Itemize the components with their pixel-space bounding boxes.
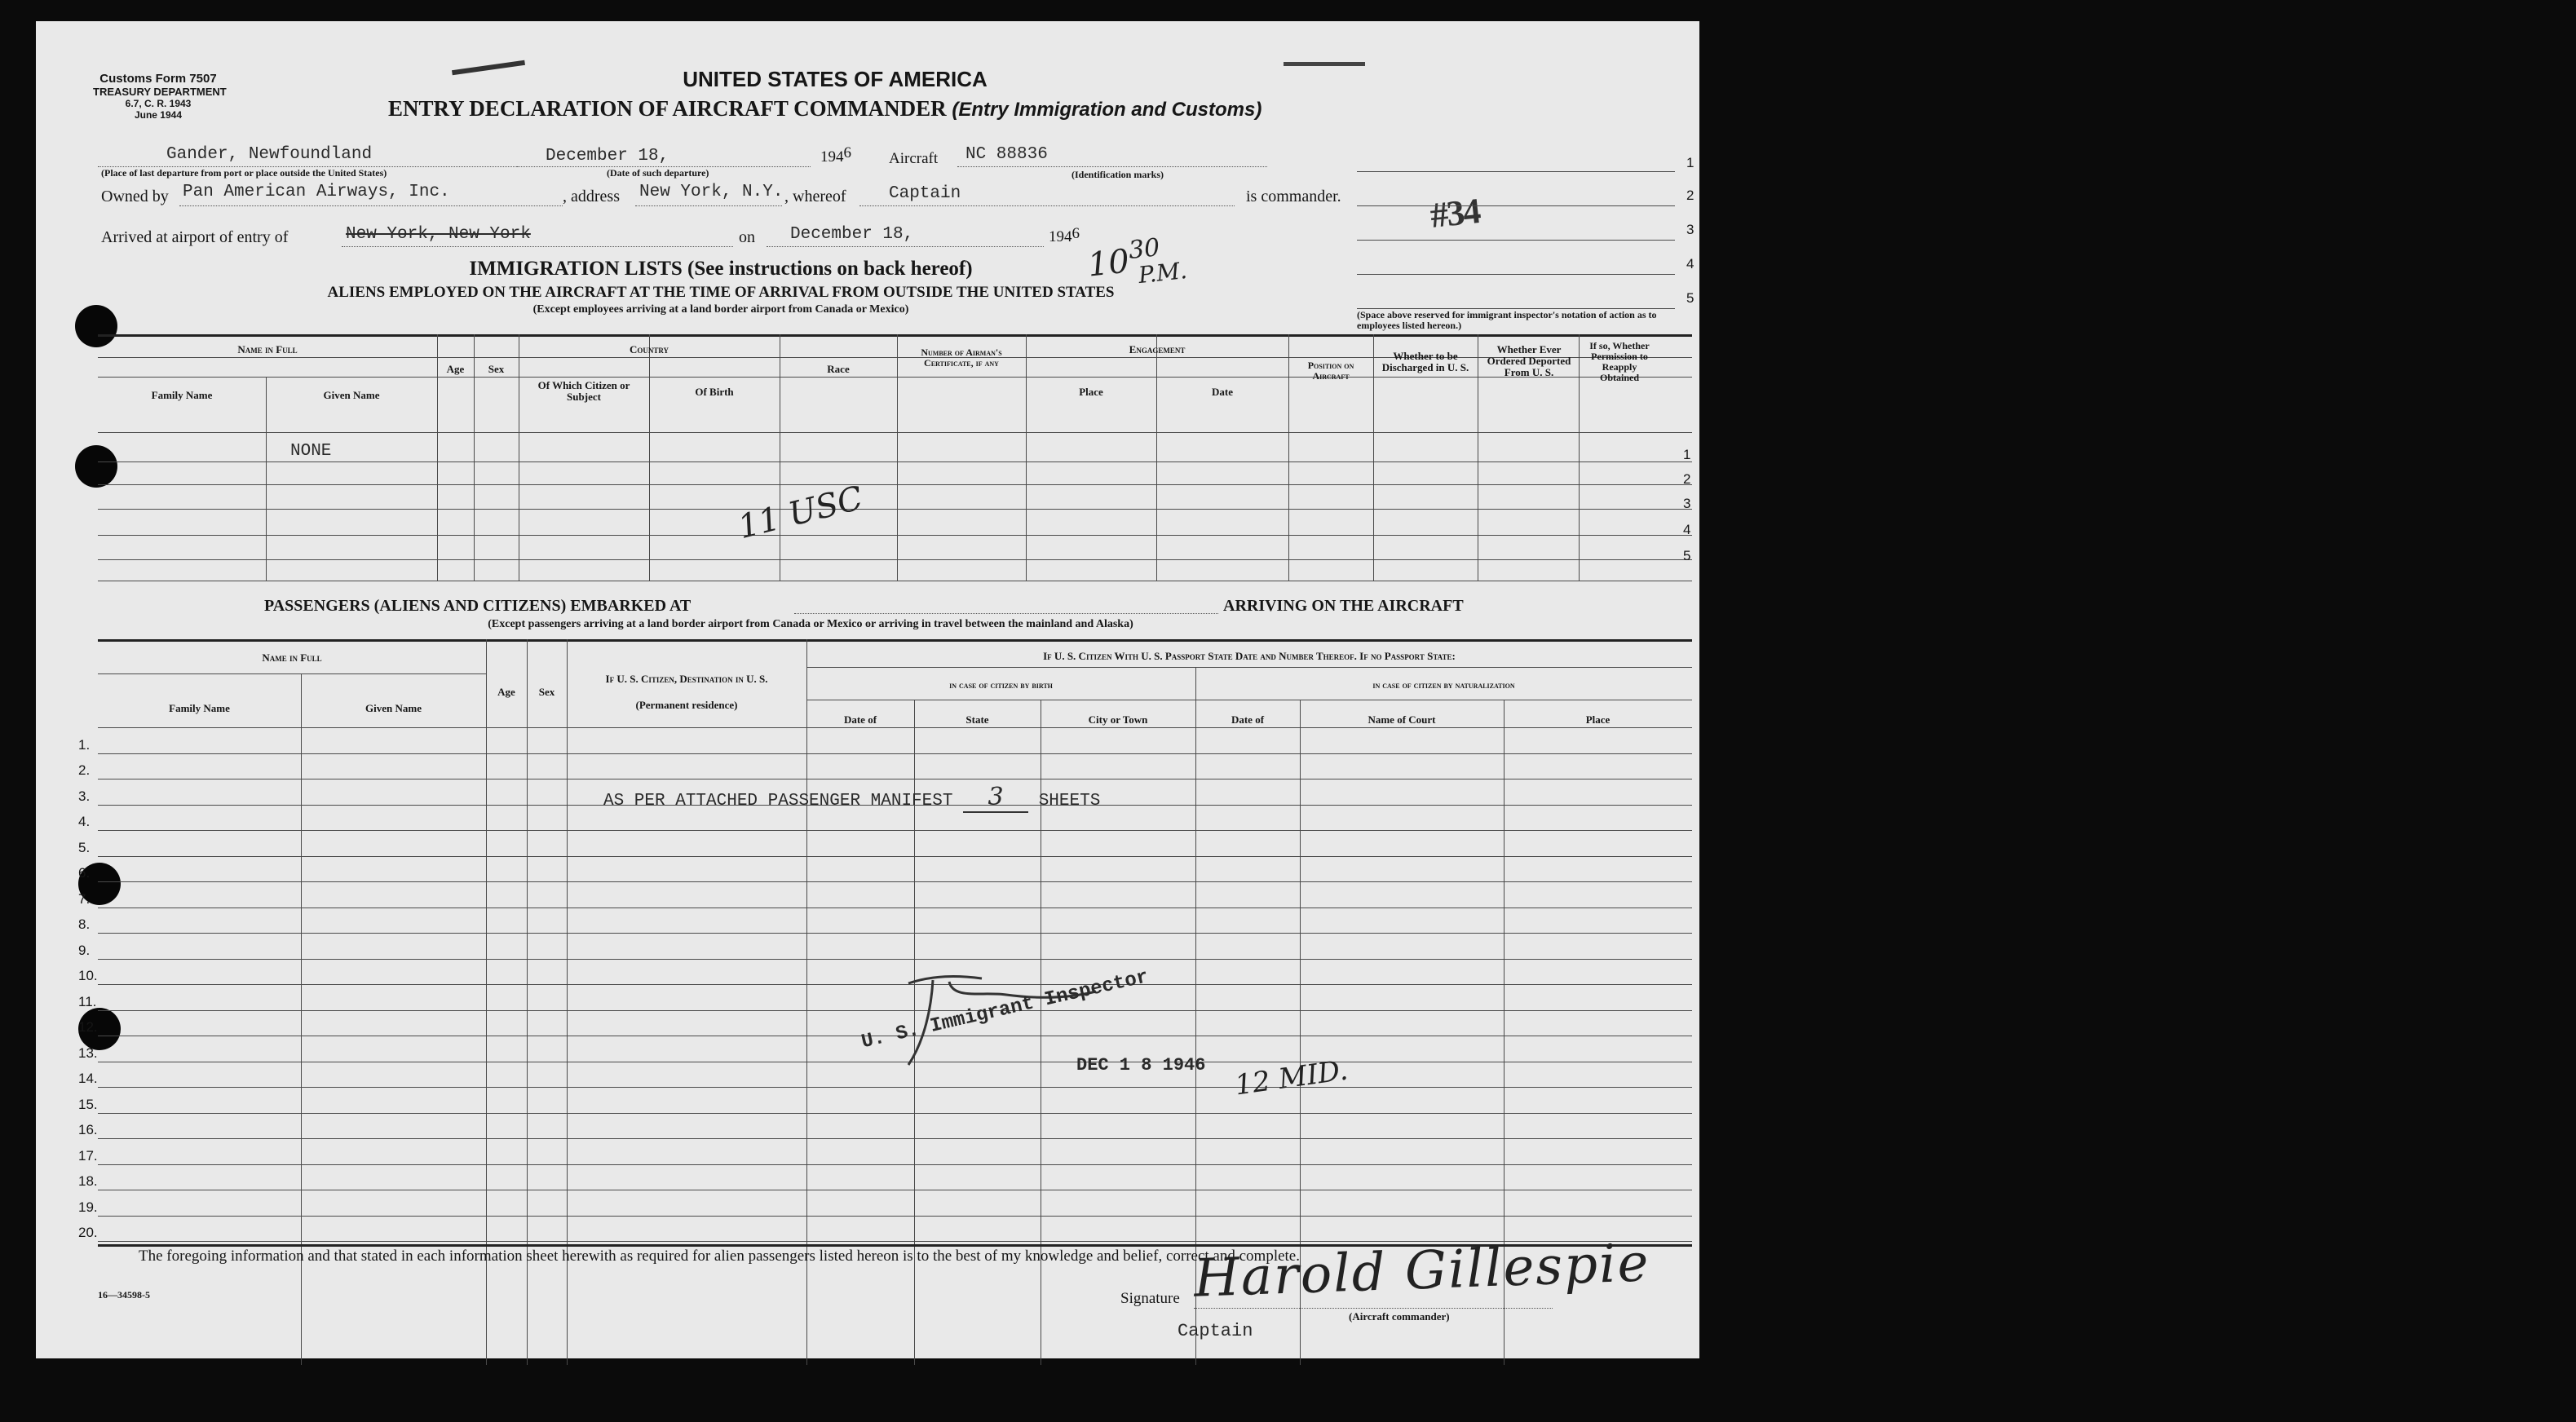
header-airman-cert: Number of Airman's Certificate, if any xyxy=(921,347,1002,369)
pass-header-age: Age xyxy=(497,686,515,698)
arrival-time xyxy=(1086,242,1131,284)
passenger-row-line xyxy=(98,1216,1692,1217)
passenger-row-line xyxy=(98,856,1692,857)
aliens-row-1: 1 xyxy=(1683,447,1691,462)
header-discharged: Whether to be Discharged in U. S. xyxy=(1381,350,1469,373)
passenger-row-number: 7. xyxy=(78,890,91,907)
departure-caption: (Place of last departure from port or place outside the United States) xyxy=(101,167,387,179)
on-label: on xyxy=(739,228,755,246)
passenger-row-line xyxy=(98,1087,1692,1088)
passenger-row-number: 11. xyxy=(78,993,97,1009)
passengers-note: (Except passengers arriving at a land border airport from Canada or Mexico or arriving in travel between the mainland and Alaska) xyxy=(488,618,1133,630)
arrived-label: Arrived at airport of entry of xyxy=(101,228,289,246)
passenger-row-number: 8. xyxy=(78,916,91,932)
footer-statement: The foregoing information and that stated in each information sheet herewith as required for alien passengers listed hereon is to the best of my knowledge and belief, correct and complete. xyxy=(139,1248,1300,1265)
passenger-row-number: 4. xyxy=(78,814,91,829)
reserved-line-2: 2 xyxy=(1686,188,1695,203)
pass-header-date-of: Date of xyxy=(843,713,877,726)
regulation: 6.7, C. R. 1943 xyxy=(125,98,192,109)
pass-header-passport: If U. S. Citizen With U. S. Passport State Date and Number Thereof. If no Passport State: xyxy=(1043,650,1456,662)
pass-header-sex: Sex xyxy=(538,686,555,698)
header-position: Position on Aircraft xyxy=(1307,360,1354,382)
signature: Harold Gillespie xyxy=(1192,1233,1651,1309)
departure-year-prefix: 194 xyxy=(820,148,844,166)
passenger-row-number: 19. xyxy=(78,1199,98,1215)
passenger-row-number: 2. xyxy=(78,762,91,778)
header-of-birth: Of Birth xyxy=(695,386,734,398)
staple xyxy=(1284,62,1365,66)
form-number: Customs Form 7507 xyxy=(99,72,217,86)
pass-header-given-name: Given Name xyxy=(365,702,422,714)
reserved-caption: (Space above reserved for immigrant inspector's notation of action as to employees listed hereon.) xyxy=(1357,309,1657,331)
arrival-date: December 18, xyxy=(790,225,914,244)
form-info xyxy=(93,72,227,121)
stamp-date: DEC 1 8 1946 xyxy=(1076,1055,1206,1075)
header-country: Country xyxy=(629,343,669,356)
immigration-note: (Except employees arriving at a land border airport from Canada or Mexico) xyxy=(532,303,909,316)
print-code: 16—34598-5 xyxy=(98,1289,150,1301)
footer-title: Captain xyxy=(1178,1321,1253,1341)
passenger-row-line xyxy=(98,1164,1692,1165)
passenger-row-number: 15. xyxy=(78,1096,98,1112)
reserved-line-5: 5 xyxy=(1686,290,1695,306)
manifest-note xyxy=(603,783,1100,813)
form-date: June 1944 xyxy=(134,109,183,121)
pass-header-destination-sub: (Permanent residence) xyxy=(635,699,738,711)
punch-hole xyxy=(75,305,117,347)
passenger-row-number: 1. xyxy=(78,736,91,753)
pass-header-court: Name of Court xyxy=(1368,713,1436,726)
staple xyxy=(452,60,525,75)
main-title-text: ENTRY DECLARATION OF AIRCRAFT COMMANDER xyxy=(388,96,947,121)
aliens-row-4: 4 xyxy=(1683,522,1691,537)
passenger-row-number: 20. xyxy=(78,1225,98,1240)
header-age: Age xyxy=(446,363,465,375)
passenger-row-number: 9. xyxy=(78,942,91,958)
pass-header-state: State xyxy=(965,713,989,726)
manifest-count: 3 xyxy=(963,783,1028,813)
passenger-row-line xyxy=(98,959,1692,960)
stamp-number: #34 xyxy=(1428,190,1482,236)
punch-hole xyxy=(75,445,117,488)
departure-year-suffix: 6 xyxy=(843,144,851,161)
ident-caption: (Identification marks) xyxy=(1071,169,1164,180)
passenger-row-line xyxy=(98,933,1692,934)
arrival-hour: 10 xyxy=(1085,242,1132,285)
passenger-row-number: 14. xyxy=(78,1071,98,1086)
main-title-sub: (Entry Immigration and Customs) xyxy=(952,99,1262,121)
header-sex: Sex xyxy=(488,363,505,375)
arrival-year-suffix: 6 xyxy=(1071,225,1080,242)
header-deported: Whether Ever Ordered Deported From U. S. xyxy=(1487,343,1571,378)
pass-header-name-in-full: Name in Full xyxy=(262,651,322,664)
passenger-row-number: 13. xyxy=(78,1044,98,1061)
arrival-year xyxy=(1049,225,1080,246)
owner-address: New York, N.Y. xyxy=(639,183,784,201)
aliens-row-3: 3 xyxy=(1683,496,1691,511)
is-commander-label: is commander. xyxy=(1246,188,1341,205)
passenger-row-number: 18. xyxy=(78,1173,98,1189)
pass-header-city: City or Town xyxy=(1088,713,1148,726)
arrival-pm: P.M. xyxy=(1137,256,1189,289)
immigration-subtitle: ALIENS EMPLOYED ON THE AIRCRAFT AT THE TIME OF ARRIVAL FROM OUTSIDE THE UNITED STATES xyxy=(327,284,1115,301)
signature-label: Signature xyxy=(1120,1290,1180,1307)
passenger-row-line xyxy=(98,881,1692,882)
passengers-title-right: ARRIVING ON THE AIRCRAFT xyxy=(1223,597,1464,615)
passenger-row-number: 5. xyxy=(78,839,91,855)
departure-place: Gander, Newfoundland xyxy=(166,145,373,164)
arrival-minute: 30 xyxy=(1127,233,1161,265)
reserved-line-1: 1 xyxy=(1686,155,1695,170)
manifest-note-text: AS PER ATTACHED PASSENGER MANIFEST xyxy=(603,792,953,810)
aliens-entry: NONE xyxy=(290,442,332,461)
arrival-year-prefix: 194 xyxy=(1049,228,1072,245)
header-citizen-of: Of Which Citizen or Subject xyxy=(537,379,630,403)
reserved-line-4: 4 xyxy=(1686,256,1695,272)
address-label: , address xyxy=(563,188,620,205)
pass-header-place: Place xyxy=(1585,713,1611,726)
owned-by-label: Owned by xyxy=(101,188,169,205)
departure-year xyxy=(820,144,851,166)
header-place: Place xyxy=(1079,386,1103,398)
inspector-title: U. S. Immigrant Inspector xyxy=(859,966,1151,1054)
passenger-row-line xyxy=(98,1138,1692,1139)
passenger-row-number: 16. xyxy=(78,1122,98,1137)
department: TREASURY DEPARTMENT xyxy=(93,86,227,98)
header-name-in-full: Name in Full xyxy=(237,343,298,356)
date-caption: (Date of such departure) xyxy=(607,167,709,179)
pass-header-by-birth: in case of citizen by birth xyxy=(949,679,1053,691)
pass-header-family-name: Family Name xyxy=(169,702,230,714)
passenger-row-number: 6. xyxy=(78,865,91,881)
passenger-row-line xyxy=(98,830,1692,831)
header-race: Race xyxy=(827,363,850,375)
header-given-name: Given Name xyxy=(323,389,380,401)
country-title: UNITED STATES OF AMERICA xyxy=(683,67,988,91)
passenger-row-line xyxy=(98,753,1692,754)
header-family-name: Family Name xyxy=(151,389,213,401)
stamp-handwritten: 12 MID. xyxy=(1232,1053,1350,1102)
passenger-row-line xyxy=(98,1113,1692,1114)
reserved-line-3: 3 xyxy=(1686,222,1695,237)
aircraft-label: Aircraft xyxy=(889,150,939,167)
whereof-label: , whereof xyxy=(784,188,846,205)
pass-header-destination: If U. S. Citizen, Destination in U. S. xyxy=(605,673,768,685)
aliens-row-5: 5 xyxy=(1683,548,1691,563)
departure-date: December 18, xyxy=(546,147,669,166)
commander-title: Captain xyxy=(889,184,961,203)
immigration-title: IMMIGRATION LISTS (See instructions on back hereof) xyxy=(469,258,973,280)
handwritten-note: 11 USC xyxy=(734,479,867,547)
header-engagement: Engagement xyxy=(1129,343,1186,356)
passenger-row-number: 3. xyxy=(78,788,91,804)
passenger-row-number: 10. xyxy=(78,968,98,983)
header-permission: If so, Whether Permission to Reapply Obtained xyxy=(1589,340,1650,383)
passenger-row-number: 17. xyxy=(78,1147,98,1164)
aircraft-id: NC 88836 xyxy=(965,145,1048,164)
arrival-airport: New York, New York xyxy=(346,225,531,244)
pass-header-date-of-2: Date of xyxy=(1231,713,1265,726)
manifest-sheets: SHEETS xyxy=(1038,792,1101,810)
owner: Pan American Airways, Inc. xyxy=(183,183,450,201)
header-date: Date xyxy=(1212,386,1233,398)
pass-header-by-naturalization: in case of citizen by naturalization xyxy=(1372,679,1515,691)
signature-caption: (Aircraft commander) xyxy=(1349,1310,1450,1323)
aliens-row-2: 2 xyxy=(1683,471,1691,487)
passengers-title-left: PASSENGERS (ALIENS AND CITIZENS) EMBARKED AT xyxy=(264,597,691,615)
passenger-row-number: 12. xyxy=(78,1019,98,1035)
declaration-form xyxy=(36,21,1699,1358)
main-title xyxy=(388,96,1261,121)
